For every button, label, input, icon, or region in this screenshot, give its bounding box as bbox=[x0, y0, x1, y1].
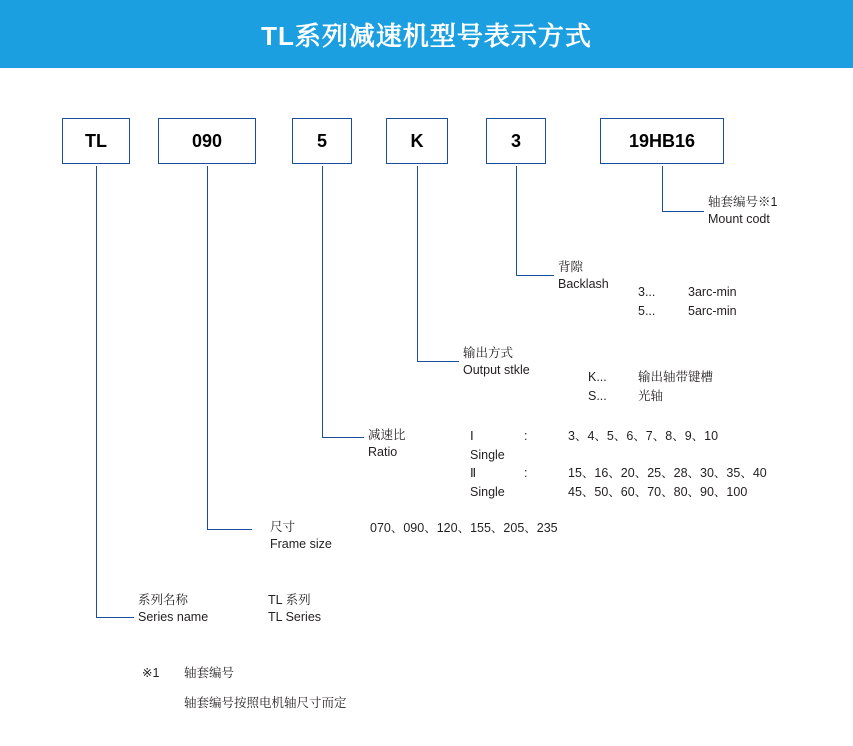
footnote-line-2 bbox=[142, 688, 347, 718]
leader-line-output-vertical bbox=[417, 166, 418, 362]
leader-line-series-vertical bbox=[96, 166, 97, 618]
annotation-frame-size bbox=[270, 519, 332, 553]
annotation-mount-code-en: Mount codt bbox=[708, 212, 770, 226]
leader-line-frame-size-vertical bbox=[207, 166, 208, 530]
annotation-mount-code-cn: 轴套编号※1 bbox=[708, 195, 778, 209]
ratio-values-2-line2: 45、50、60、70、80、90、100 bbox=[568, 485, 748, 499]
annotation-ratio-colon-2: : bbox=[524, 466, 528, 480]
backlash-value-code-1: 3... bbox=[638, 285, 656, 299]
annotation-ratio-roman-2 bbox=[470, 464, 505, 502]
backlash-value-code-2: 5... bbox=[638, 304, 656, 318]
leader-line-series-horizontal bbox=[96, 617, 134, 618]
annotation-mount-code bbox=[708, 194, 777, 228]
annotation-backlash-en: Backlash bbox=[558, 277, 609, 291]
backlash-value-desc-1: 3arc-min bbox=[688, 285, 737, 299]
annotation-backlash-descs bbox=[688, 283, 737, 321]
annotation-ratio-en: Ratio bbox=[368, 445, 398, 459]
annotation-frame-size-cn: 尺寸 bbox=[270, 520, 296, 534]
ratio-roman-1: Ⅰ bbox=[470, 429, 474, 443]
annotation-ratio-cn: 减速比 bbox=[368, 428, 406, 442]
annotation-series-name-cn: 系列名称 bbox=[138, 593, 189, 607]
code-box-ratio[interactable]: 5 bbox=[292, 118, 352, 164]
annotation-ratio-values-2 bbox=[568, 464, 767, 502]
annotation-ratio bbox=[368, 427, 406, 461]
leader-line-ratio-horizontal bbox=[322, 437, 364, 438]
annotation-frame-size-en: Frame size bbox=[270, 537, 332, 551]
footnote-line-1 bbox=[142, 658, 347, 688]
code-box-mount-code[interactable]: 19HB16 bbox=[600, 118, 724, 164]
output-value-code-2: S... bbox=[588, 389, 607, 403]
leader-line-ratio-vertical bbox=[322, 166, 323, 438]
model-code-row bbox=[0, 118, 853, 166]
annotation-frame-size-values: 070、090、120、155、205、235 bbox=[370, 521, 558, 535]
leader-line-backlash-vertical bbox=[516, 166, 517, 276]
footnote-text-2: 轴套编号按照电机轴尺寸而定 bbox=[184, 696, 347, 710]
annotation-output bbox=[463, 345, 530, 379]
annotation-output-codes bbox=[588, 368, 607, 406]
output-value-code-1: K... bbox=[588, 370, 607, 384]
leader-line-mount-code-horizontal bbox=[662, 211, 704, 212]
output-value-desc-1: 输出轴带键槽 bbox=[638, 370, 714, 384]
backlash-value-desc-2: 5arc-min bbox=[688, 304, 737, 318]
annotation-output-cn: 输出方式 bbox=[463, 346, 514, 360]
ratio-values-2-line1: 15、16、20、25、28、30、35、40 bbox=[568, 466, 767, 480]
series-name-value-en: TL Series bbox=[268, 610, 322, 624]
annotation-ratio-roman-1 bbox=[470, 427, 505, 465]
annotation-series-name bbox=[138, 592, 208, 626]
code-box-backlash[interactable]: 3 bbox=[486, 118, 546, 164]
leader-line-output-horizontal bbox=[417, 361, 459, 362]
page-title: TL系列减速机型号表示方式 bbox=[261, 20, 592, 51]
leader-line-frame-size-horizontal bbox=[207, 529, 252, 530]
annotation-output-en: Output stkle bbox=[463, 363, 530, 377]
annotation-backlash bbox=[558, 259, 609, 293]
annotation-ratio-colon-1: : bbox=[524, 429, 528, 443]
ratio-sub-1: Single bbox=[470, 448, 505, 462]
code-box-output[interactable]: K bbox=[386, 118, 448, 164]
leader-line-backlash-horizontal bbox=[516, 275, 554, 276]
annotation-output-descs bbox=[638, 368, 713, 406]
ratio-sub-2: Single bbox=[470, 485, 505, 499]
footnote-text-1: 轴套编号 bbox=[184, 666, 235, 680]
code-box-series[interactable]: TL bbox=[62, 118, 130, 164]
series-name-value-cn: TL 系列 bbox=[268, 593, 311, 607]
leader-line-mount-code-vertical bbox=[662, 166, 663, 212]
annotation-series-name-values bbox=[268, 592, 321, 626]
footnote-mark: ※1 bbox=[142, 666, 160, 680]
code-box-frame-size[interactable]: 090 bbox=[158, 118, 256, 164]
header-banner bbox=[0, 0, 853, 68]
ratio-roman-2: Ⅱ bbox=[470, 466, 477, 480]
annotation-series-name-en: Series name bbox=[138, 610, 209, 624]
annotation-backlash-cn: 背隙 bbox=[558, 260, 584, 274]
annotation-ratio-values-1: 3、4、5、6、7、8、9、10 bbox=[568, 429, 719, 443]
footnote-block bbox=[142, 658, 347, 718]
annotation-backlash-values bbox=[638, 283, 655, 321]
output-value-desc-2: 光轴 bbox=[638, 389, 664, 403]
